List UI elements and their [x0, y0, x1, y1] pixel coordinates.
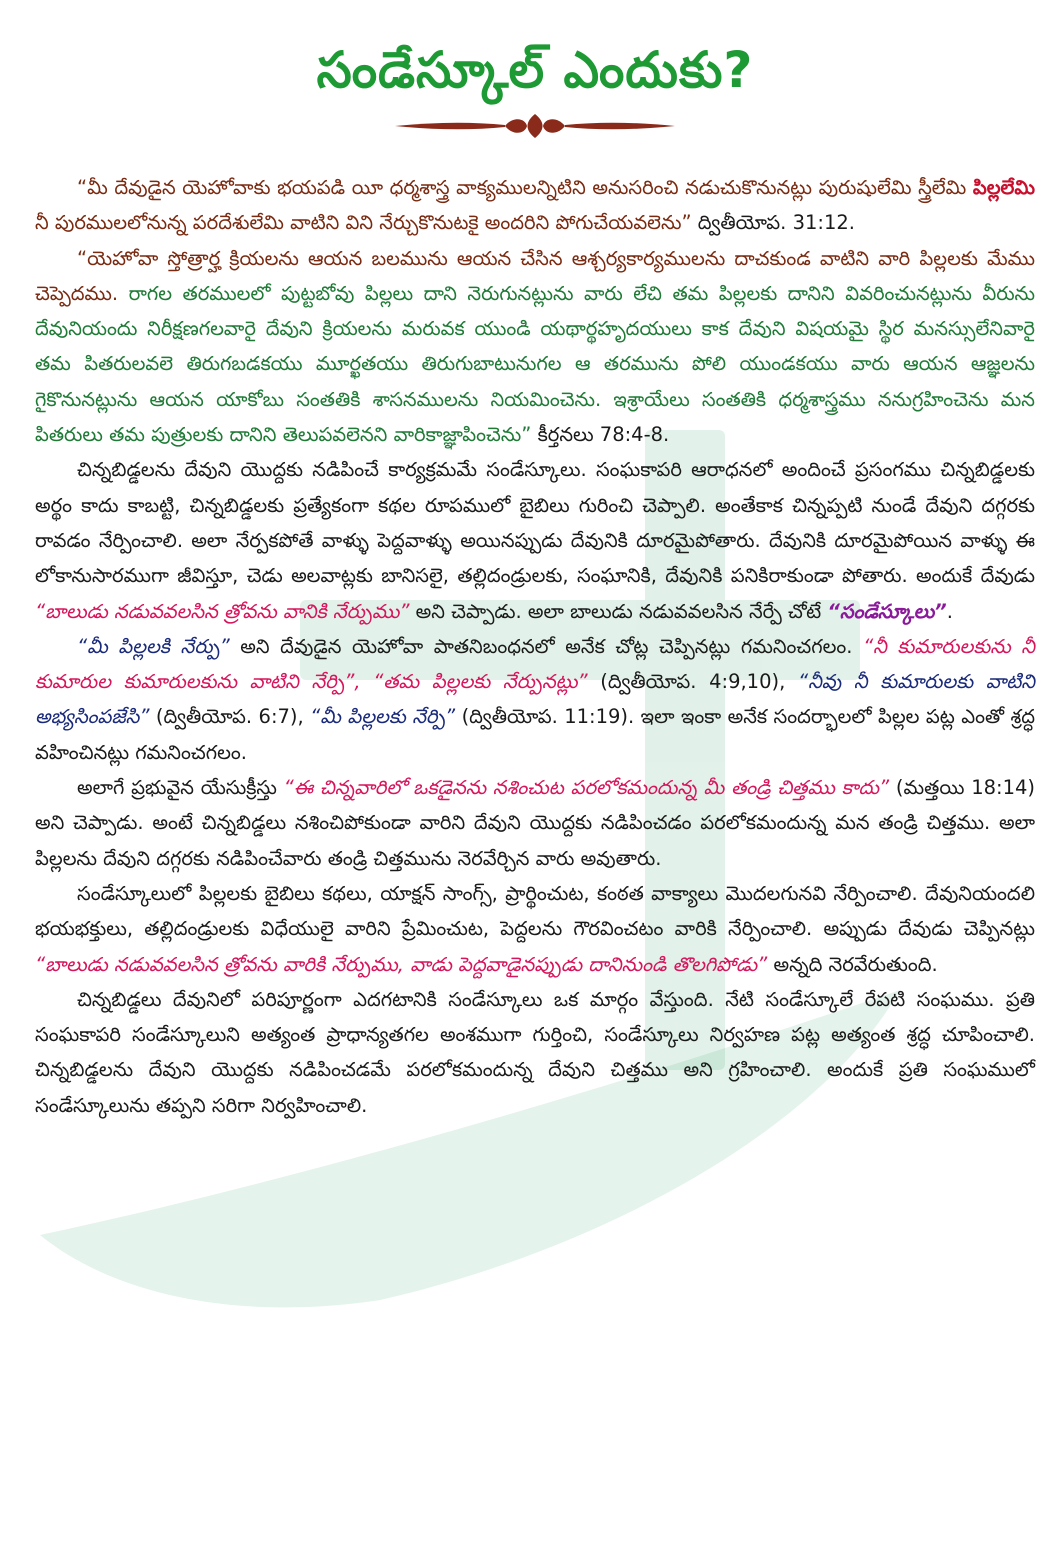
paragraph-1: “మీ దేవుడైన యెహోవాకు భయపడి యీ ధర్మశాస్త్ర వాక్యములన్నిటిని అనుసరించి నడుచుకొనునట్లు పురుషులేమి స్త్రీలేమి పిల్లలేమి నీ పురములలోనున్న పరదేశులేమి వాటిని విని నేర్చుకొనుటకై అందరిని పోగుచేయవలెను” ద్వితీయోప. 31:12.: [35, 176, 1035, 235]
page-title: సండేస్కూల్ ఎందుకు?: [316, 41, 754, 99]
paragraph-6: సండేస్కూలులో పిల్లలకు బైబిలు కథలు, యాక్షన్ సాంగ్స్, ప్రార్థించుట, కంఠత వాక్యాలు మొదలగునవి నేర్పించాలి. దేవునియందలి భయభక్తులు, తల్లిదండ్రులకు విధేయులై వారిని ప్రేమించుట, పెద్దలను గౌరవించటం వారికి నేర్పించాలి. అప్పుడు దేవుడు చెప్పినట్లు “బాలుడు నడువవలసిన త్రోవను వారికి నేర్పుము, వాడు పెద్దవాడైనప్పుడు దానినుండి తొలగిపోడు” అన్నది నెరవేరుతుంది.: [35, 881, 1035, 976]
paragraph-3: చిన్నబిడ్డలను దేవుని యొద్దకు నడిపించే కార్యక్రమమే సండేస్కూలు. సంఘకాపరి ఆరాధనలో అందించే ప్రసంగము చిన్నబిడ్డలకు అర్థం కాదు కాబట్టి, చిన్నబిడ్డలకు ప్రత్యేకంగా కథల రూపములో బైబిలు గురించి చెప్పాలి. అంతేకాక చిన్నప్పటి నుండే దేవుని దగ్గరకు రావడం నేర్పించాలి. అలా నేర్పకపోతే వాళ్ళు పెద్దవాళ్ళు అయినప్పుడు దేవునికి దూరమైపోతారు. దేవునికి దూరమైపోయిన వాళ్ళు ఈ లోకానుసారముగా జీవిస్తూ, చెడు అలవాట్లకు బానిసలై, తల్లిదండ్రులకు, సంఘానికి, దేవునికి పనికిరాకుండా పోతారు. అందుకే దేవుడు “బాలుడు నడువవలసిన త్రోవను వానికి నేర్పుము” అని చెప్పాడు. అలా బాలుడు నడువవలసిన నేర్పే చోటే “సండేస్కూలు”.: [35, 458, 1035, 623]
paragraph-7: చిన్నబిడ్డలు దేవునిలో పరిపూర్ణంగా ఎదగటానికి సండేస్కూలు ఒక మార్గం వేస్తుంది. నేటి సండేస్కూలే రేపటి సంఘము. ప్రతి సంఘకాపరి సండేస్కూలుని అత్యంత ప్రాధాన్యతగల అంశముగా గుర్తించి, సండేస్కూలు నిర్వహణ పట్ల అత్యంత శ్రద్ధ చూపించాలి. చిన్నబిడ్డలను దేవుని యొద్దకు నడిపించడమే పరలోకమందున్న దేవుని చిత్తము అని గ్రహించాలి. అందుకే ప్రతి సంఘములో సండేస్కూలును తప్పని సరిగా నిర్వహించాలి.: [35, 987, 1035, 1117]
verse-reference: ద్వితీయోప. 31:12.: [691, 211, 855, 235]
article-body: [35, 170, 1035, 1123]
paragraph-2: “యెహోవా స్తోత్రార్హ క్రియలను ఆయన బలమును ఆయన చేసిన ఆశ్చర్యకార్యములను దాచకుండ వాటిని వారి పిల్లలకు మేము చెప్పెదము. రాగల తరములలో పుట్టబోవు పిల్లలు దాని నెరుగునట్లును వారు లేచి తమ పిల్లలకు దానిని వివరించునట్లును వీరును దేవునియందు నిరీక్షణగలవారై దేవుని క్రియలను మరువక యుండి యథార్థహృదయులు కాక దేవుని విషయమై స్థిర మనస్సులేనివారై తమ పితరులవలె తిరుగబడకయు మూర్ఖతయు తిరుగుబాటునుగల ఆ తరమును పోలి యుండకయు వారు ఆయన ఆజ్ఞలను గైకొనునట్లును ఆయన యాకోబు సంతతికి శాసనములను నియమించెను. ఇశ్రాయేలు సంతతికి ధర్మశాస్త్రము ననుగ్రహించెను మన పితరులు తమ పుత్రులకు దానిని తెలుపవలెనని వారికాజ్ఞాపించెను” కీర్తనలు 78:4-8.: [35, 246, 1035, 447]
divider-ornament-icon: [385, 110, 685, 142]
paragraph-4: “మీ పిల్లలకి నేర్పు” అని దేవుడైన యెహోవా పాతనిబంధనలో అనేక చోట్ల చెప్పినట్లు గమనించగలం. “నీ కుమారులకును నీ కుమారుల కుమారులకును వాటిని నేర్పి”, “తమ పిల్లలకు నేర్పునట్లు” (ద్వితీయోప. 4:9,10), “నీవు నీ కుమారులకు వాటిని అభ్యసింపజేసి” (ద్వితీయోప. 6:7), “మీ పిల్లలకు నేర్పి” (ద్వితీయోప. 11:19). ఇలా ఇంకా అనేక సందర్భాలలో పిల్లల పట్ల ఎంతో శ్రద్ధ వహించినట్లు గమనించగలం.: [35, 634, 1035, 764]
verse-reference: కీర్తనలు 78:4-8.: [531, 423, 670, 447]
paragraph-5: అలాగే ప్రభువైన యేసుక్రీస్తు “ఈ చిన్నవారిలో ఒకడైనను నశించుట పరలోకమందున్న మీ తండ్రి చిత్తము కాదు” (మత్తయి 18:14) అని చెప్పాడు. అంటే చిన్నబిడ్డలు నశించిపోకుండా వారిని దేవుని యొద్దకు నడిపించడం పరలోకమందున్న మన తండ్రి చిత్తము. అలా పిల్లలను దేవుని దగ్గరకు నడిపించేవారు తండ్రి చిత్తమును నెరవేర్చిన వారు అవుతారు.: [35, 776, 1035, 870]
